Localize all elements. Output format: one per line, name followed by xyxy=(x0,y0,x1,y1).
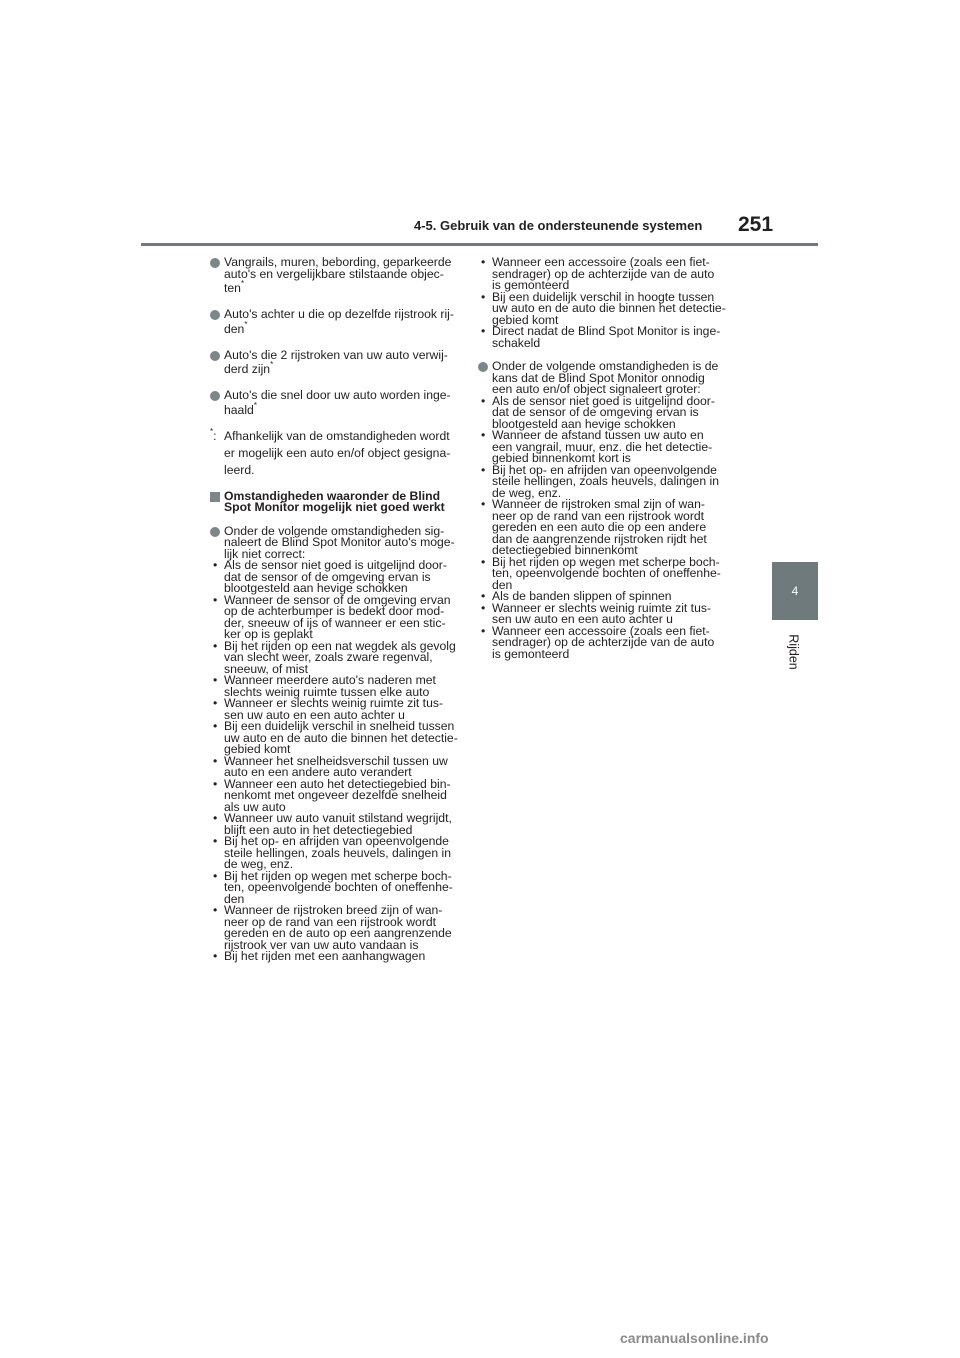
footnote xyxy=(210,428,472,479)
text-line: de weg, enz. xyxy=(492,485,562,500)
text-line: • Bij het rijden met een aanhangwagen xyxy=(224,949,426,963)
chapter-number: 4 xyxy=(791,584,799,598)
bullet-item xyxy=(210,813,472,836)
text-line: • Wanneer een accessoire (zoals een fiet- xyxy=(492,623,710,638)
text-line: schakeld xyxy=(492,335,541,350)
watermark: carmanualsonline.info xyxy=(620,1330,769,1346)
text-line xyxy=(224,402,472,419)
text-line: Afhankelijk van de omstandigheden wordt xyxy=(224,428,450,443)
text-line: blootgesteld aan hevige schokken xyxy=(224,581,408,595)
text-line xyxy=(224,321,472,338)
list-group xyxy=(478,361,756,396)
text-line: • Wanneer er slechts weinig ruimte zit tus- xyxy=(224,696,443,710)
bullet-item xyxy=(210,836,472,871)
bullet-item xyxy=(478,326,756,349)
text-line: op de achterbumper is bedekt door mod- xyxy=(224,604,445,618)
text-line: • Bij het op- en afrijden van opeenvolgende xyxy=(492,462,717,477)
text-line: ten, opeenvolgende bochten of oneffenhe- xyxy=(492,566,721,580)
text-line: lijk niet correct: xyxy=(224,546,306,561)
bullet-list xyxy=(478,257,756,349)
text-line: nenkomt met ongeveer dezelfde snelheid xyxy=(224,788,447,802)
text-line: • Als de sensor niet goed is uitgelijnd door- xyxy=(224,558,447,572)
bullet-list xyxy=(210,560,472,963)
text-line: blijft een auto in het detectiegebied xyxy=(224,822,413,837)
bullet-item xyxy=(478,600,756,626)
bullet-item xyxy=(210,721,472,756)
right-column xyxy=(478,257,756,660)
text-line: • Als de banden slippen of spinnen xyxy=(492,589,672,603)
text-line: dat de sensor of de omgeving ervan is xyxy=(224,569,431,584)
bullet-item xyxy=(478,393,756,431)
text-line: • Wanneer het snelheidsverschil tussen uw xyxy=(224,753,448,768)
text-line: neer op de rand van een rijstrook wordt xyxy=(492,508,705,523)
text-line: • Wanneer de sensor of de omgeving ervan xyxy=(224,592,451,607)
text-line: • Wanneer een auto het detectiegebied bin- xyxy=(224,776,451,791)
text-line: sneeuw, of mist xyxy=(224,661,308,676)
page-number: 251 xyxy=(738,213,774,236)
text-line: is gemonteerd xyxy=(492,646,570,661)
footnote-marker: * xyxy=(244,319,248,329)
text-line: rijstrook ver van uw auto vandaan is xyxy=(224,937,419,952)
text-line: auto's en vergelijkbare stilstaande objec- xyxy=(224,266,444,281)
text-fragment: ten xyxy=(224,281,241,295)
bullet-icon xyxy=(210,310,220,320)
bullet-list xyxy=(478,393,756,661)
header-rule xyxy=(141,243,818,246)
text-line: sen uw auto en een auto achter u xyxy=(224,707,405,722)
section-heading xyxy=(210,488,472,514)
text-line: den xyxy=(492,577,513,592)
text-line: dan de aangrenzende rijstroken rijdt het xyxy=(492,531,707,546)
text-line: • Bij een duidelijk verschil in hoogte tussen xyxy=(492,289,715,304)
text-line: • Bij het rijden op een nat wegdek als gevolg xyxy=(224,638,456,653)
bullet-item xyxy=(210,868,472,906)
text-fragment: derd zijn xyxy=(224,362,271,376)
text-line: steile hellingen, zoals heuvels, dalingen in xyxy=(492,474,719,488)
text-line: • Bij het rijden op wegen met scherpe boch- xyxy=(492,554,720,569)
heading-square-icon xyxy=(210,492,220,502)
text-line: dat de sensor of de omgeving ervan is xyxy=(492,405,699,419)
list-item xyxy=(210,257,472,297)
text-line: • Direct nadat de Blind Spot Monitor is inge- xyxy=(492,324,721,338)
text-line: Auto's achter u die op dezelfde rijstrook rij- xyxy=(224,307,454,321)
chapter-label-text: Rijden xyxy=(787,634,801,670)
text-line: • Als de sensor niet goed is uitgelijnd door- xyxy=(492,393,715,408)
text-line: gebied komt xyxy=(492,312,559,327)
text-line: detectiegebied binnenkomt xyxy=(492,543,638,557)
text-line: blootgesteld aan hevige schokken xyxy=(492,416,676,431)
bullet-item xyxy=(478,623,756,661)
footnote-marker: * xyxy=(253,400,257,410)
text-line: Onder de volgende omstandigheden is de xyxy=(492,359,719,373)
text-line: Onder de volgende omstandigheden sig- xyxy=(224,523,445,538)
text-fragment: haald xyxy=(224,402,254,417)
text-line: sendrager) op de achterzijde van de auto xyxy=(492,266,715,281)
text-line: er mogelijk een auto en/of object gesigna- xyxy=(224,445,451,460)
bullet-item xyxy=(478,289,756,327)
text-line: van slecht weer, zoals zware regenval, xyxy=(224,650,433,664)
chapter-tab xyxy=(772,562,818,620)
bullet-icon xyxy=(478,362,488,372)
text-line: auto en een andere auto verandert xyxy=(224,765,412,779)
text-line xyxy=(224,361,472,378)
text-line: der, sneeuw of ijs of wanneer er een stic- xyxy=(224,615,446,630)
text-line xyxy=(224,280,472,297)
text-line: gebied komt xyxy=(224,742,291,756)
text-line: • Wanneer de afstand tussen uw auto en xyxy=(492,428,704,442)
text-line: Spot Monitor mogelijk niet goed werkt xyxy=(224,500,445,514)
list-item xyxy=(210,390,472,419)
text-line: gereden en een auto die op een andere xyxy=(492,520,707,534)
text-line: • Bij het rijden op wegen met scherpe boch- xyxy=(224,868,452,883)
text-line: ker op is geplakt xyxy=(224,627,313,641)
list-item xyxy=(210,309,472,338)
text-line: uw auto en de auto die binnen het detectie- xyxy=(224,730,458,745)
text-line: • Wanneer een accessoire (zoals een fiet- xyxy=(492,255,710,269)
bullet-item xyxy=(478,462,756,500)
footnote-mark: *: xyxy=(210,426,217,443)
text-line: Auto's die 2 rijstroken van uw auto verwij- xyxy=(224,347,448,362)
bullet-item xyxy=(210,592,472,641)
footnote-marker: * xyxy=(270,360,274,369)
text-line: • Wanneer er slechts weinig ruimte zit tus- xyxy=(492,600,711,615)
text-line: de weg, enz. xyxy=(224,857,294,871)
text-line: • Bij een duidelijk verschil in snelheid tussen xyxy=(224,719,455,733)
bullet-item xyxy=(478,554,756,592)
bullet-icon xyxy=(210,527,220,537)
bullet-item xyxy=(210,905,472,951)
text-line: slechts weinig ruimte tussen elke auto xyxy=(224,684,430,699)
bullet-item xyxy=(210,638,472,676)
bullet-icon xyxy=(210,391,220,401)
text-line: • Bij het op- en afrijden van opeenvolgende xyxy=(224,834,449,848)
section-title: 4-5. Gebruik van de ondersteunende systemen xyxy=(414,218,703,233)
text-line: • Wanneer de rijstroken smal zijn of wan- xyxy=(492,497,705,511)
text-line: een auto en/of object signaleert groter: xyxy=(492,382,701,396)
bullet-item xyxy=(210,753,472,779)
text-line: den xyxy=(224,891,245,906)
list-group xyxy=(210,523,472,561)
bullet-item xyxy=(478,499,756,557)
text-line: leerd. xyxy=(224,462,255,477)
chapter-label xyxy=(754,622,834,682)
bullet-icon xyxy=(210,258,220,268)
text-line: • Wanneer meerdere auto's naderen met xyxy=(224,673,436,687)
bullet-item xyxy=(210,560,472,595)
footnote-marker: * xyxy=(240,279,245,288)
text-line: steile hellingen, zoals heuvels, dalingen in xyxy=(224,845,451,860)
text-line: gebied binnenkomt kort is xyxy=(492,451,631,465)
list-item xyxy=(210,347,472,379)
left-column xyxy=(210,257,472,963)
text-line: Auto's die snel door uw auto worden inge- xyxy=(224,388,451,402)
text-line: een vangrail, muur, enz. die het detectie- xyxy=(492,439,713,454)
text-line: als uw auto xyxy=(224,799,286,814)
text-line: naleert de Blind Spot Monitor auto's moge- xyxy=(224,535,455,549)
text-fragment: den xyxy=(224,321,245,336)
text-line: gereden en de auto op een aangrenzende xyxy=(224,926,452,940)
bullet-icon xyxy=(210,351,220,361)
text-line: • Wanneer uw auto vanuit stilstand wegrijdt, xyxy=(224,811,452,825)
bullet-item xyxy=(210,951,472,963)
text-line: neer op de rand van een rijstrook wordt xyxy=(224,914,437,929)
text-line: sen uw auto en een auto achter u xyxy=(492,612,673,626)
text-line: is gemonteerd xyxy=(492,278,570,292)
text-line: • Wanneer de rijstroken breed zijn of wan- xyxy=(224,903,443,917)
bullet-item xyxy=(478,430,756,465)
text-line: Omstandigheden waaronder de Blind xyxy=(224,488,441,503)
text-line: Vangrails, muren, bebording, geparkeerde xyxy=(224,255,452,269)
bullet-item xyxy=(210,698,472,721)
bullet-item xyxy=(478,257,756,292)
text-line: ten, opeenvolgende bochten of oneffenhe- xyxy=(224,880,453,894)
text-line: kans dat de Blind Spot Monitor onnodig xyxy=(492,370,705,385)
text-line: uw auto en de auto die binnen het detectie- xyxy=(492,301,726,315)
bullet-item xyxy=(210,776,472,814)
text-line: sendrager) op de achterzijde van de auto xyxy=(492,635,715,649)
bullet-item xyxy=(210,675,472,698)
